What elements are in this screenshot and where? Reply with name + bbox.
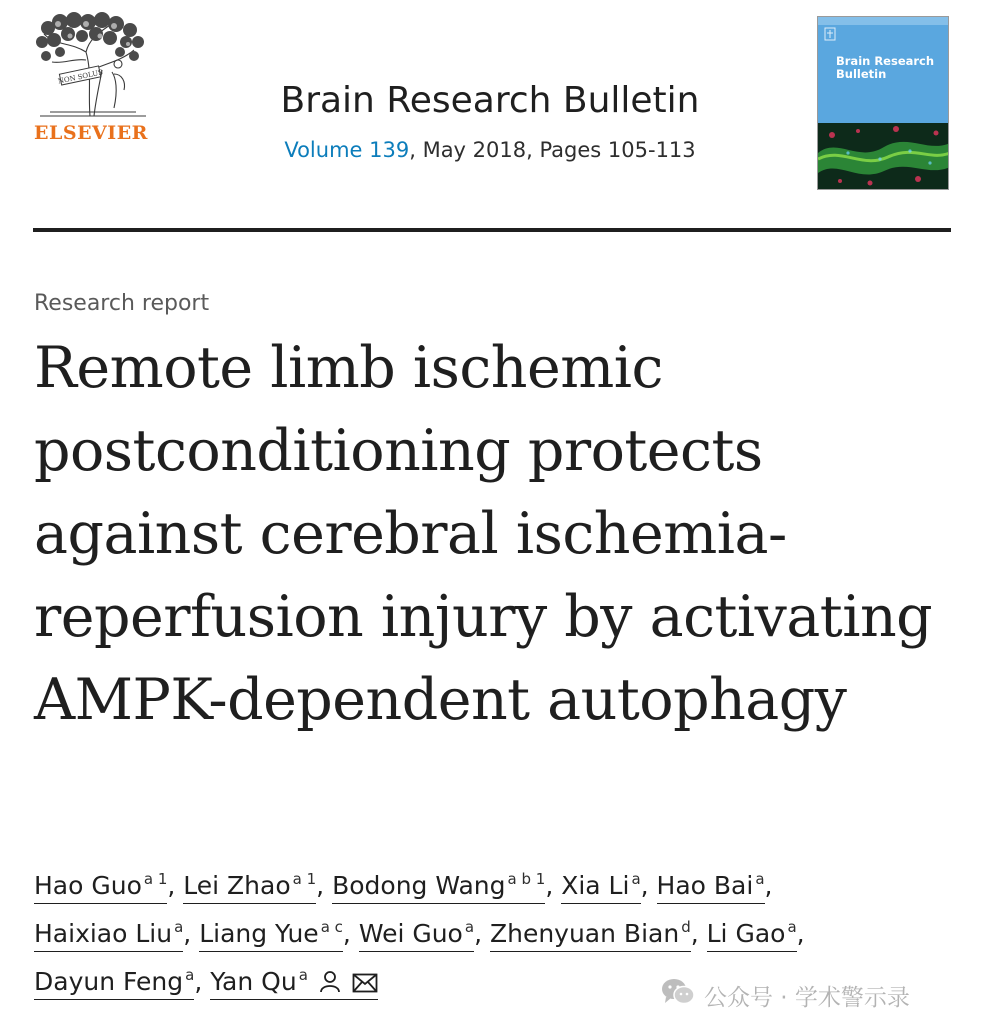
author-name: Zhenyuan Bian bbox=[489, 919, 680, 948]
author-name: Lei Zhao bbox=[183, 871, 291, 900]
author-link[interactable] bbox=[183, 871, 316, 904]
volume-link[interactable]: Volume 139 bbox=[284, 138, 410, 162]
author-link[interactable] bbox=[332, 871, 545, 904]
author bbox=[199, 919, 343, 952]
author-link[interactable] bbox=[707, 919, 797, 952]
cover-logo-icon bbox=[824, 27, 836, 41]
author-name: Wei Guo bbox=[358, 919, 463, 948]
article-type: Research report bbox=[34, 291, 210, 316]
author bbox=[183, 871, 316, 904]
wechat-icon bbox=[660, 977, 696, 1013]
author bbox=[490, 919, 691, 952]
author bbox=[657, 871, 765, 904]
author-affiliation: d bbox=[681, 918, 691, 936]
author-separator: , bbox=[796, 919, 805, 948]
author-name: Hao Bai bbox=[656, 871, 754, 900]
author-separator: , bbox=[316, 871, 325, 900]
journal-title[interactable]: Brain Research Bulletin bbox=[280, 80, 700, 121]
author-affiliation: a bbox=[464, 918, 475, 936]
author-link[interactable] bbox=[34, 967, 194, 1000]
author bbox=[332, 871, 545, 904]
author-affiliation: a 1 bbox=[292, 870, 317, 888]
author-separator: , bbox=[342, 919, 351, 948]
author bbox=[707, 919, 797, 952]
author-affiliation: a bbox=[174, 918, 184, 936]
person-icon bbox=[318, 961, 342, 1009]
author-link[interactable] bbox=[34, 919, 183, 952]
journal-info bbox=[190, 78, 790, 162]
tree-engraving-icon bbox=[30, 12, 152, 122]
issue-details: , May 2018, Pages 105-113 bbox=[409, 138, 696, 162]
author-link[interactable] bbox=[490, 919, 691, 952]
issue-line bbox=[190, 138, 790, 162]
author bbox=[34, 967, 194, 1000]
author-link-corresponding[interactable] bbox=[210, 967, 378, 1000]
author-affiliation: a bbox=[631, 870, 641, 888]
author-name: Haixiao Liu bbox=[34, 919, 173, 948]
author-separator: , bbox=[545, 871, 554, 900]
wechat-watermark bbox=[660, 978, 910, 1012]
author-name: Yan Qu bbox=[210, 967, 297, 996]
author-separator: , bbox=[764, 871, 773, 900]
elsevier-logo[interactable] bbox=[30, 12, 152, 147]
author-name: Li Gao bbox=[706, 919, 786, 948]
author-affiliation: a bbox=[185, 966, 195, 984]
logo-motto: NON SOLUS bbox=[57, 68, 104, 86]
author-affiliation: a bbox=[787, 918, 797, 936]
author-link[interactable] bbox=[359, 919, 474, 952]
author-name: Xia Li bbox=[561, 871, 630, 900]
author-affiliation: a 1 bbox=[143, 870, 168, 888]
author-name: Bodong Wang bbox=[332, 871, 506, 900]
publisher-name: ELSEVIER bbox=[34, 122, 148, 144]
header-divider bbox=[33, 228, 951, 232]
author-affiliation: a bbox=[298, 966, 308, 984]
journal-cover[interactable] bbox=[817, 16, 949, 190]
author-name: Hao Guo bbox=[34, 871, 142, 900]
envelope-icon bbox=[352, 961, 378, 1009]
author-link[interactable] bbox=[199, 919, 343, 952]
author bbox=[34, 871, 167, 904]
watermark-text: 公众号 · 学术警示录 bbox=[704, 984, 910, 1011]
author-link[interactable] bbox=[657, 871, 765, 904]
author-separator: , bbox=[194, 967, 203, 996]
author-link[interactable] bbox=[561, 871, 640, 904]
author-name: Liang Yue bbox=[199, 919, 319, 948]
author-affiliation: a b 1 bbox=[507, 870, 546, 888]
author-affiliation: a c bbox=[320, 918, 343, 936]
article-title: Remote limb ischemic postconditioning protects against cerebral ischemia-reperfusion injury by activating AMPK-dependent autophagy bbox=[34, 335, 933, 733]
author-separator: , bbox=[640, 871, 649, 900]
author bbox=[34, 919, 183, 952]
author-separator: , bbox=[183, 919, 192, 948]
cover-topbar bbox=[818, 17, 948, 25]
author-affiliation: a bbox=[755, 870, 765, 888]
author-separator: , bbox=[167, 871, 176, 900]
author-separator: , bbox=[474, 919, 483, 948]
author bbox=[210, 967, 378, 1000]
author bbox=[359, 919, 474, 952]
cover-micrograph-image bbox=[818, 123, 949, 190]
journal-header bbox=[0, 0, 991, 232]
author bbox=[561, 871, 640, 904]
author-name: Dayun Feng bbox=[34, 967, 184, 996]
author-separator: , bbox=[690, 919, 699, 948]
author-link[interactable] bbox=[34, 871, 167, 904]
cover-title: Brain Research Bulletin bbox=[836, 54, 935, 81]
